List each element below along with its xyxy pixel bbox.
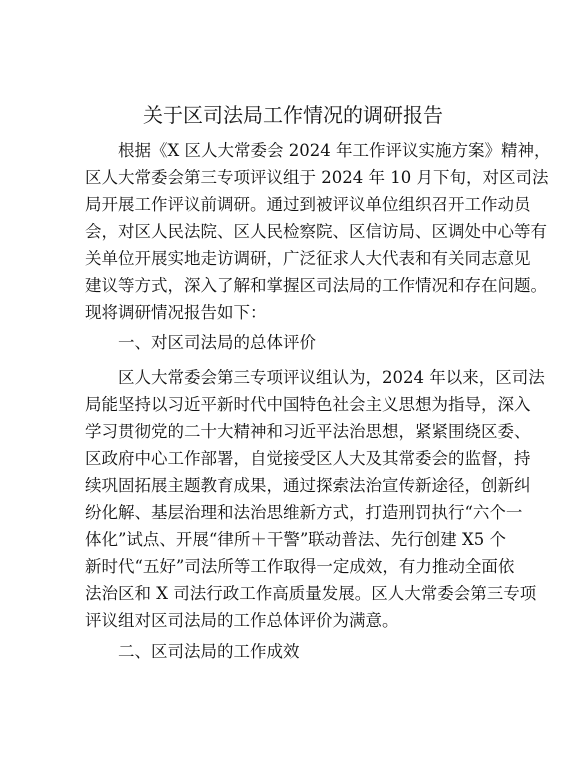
paragraph-line: 根据《X 区人大常委会 2024 年工作评议实施方案》精神， [118,141,551,160]
paragraph-line: 纷化解、基层治理和法治思维新方式，打造刑罚执行“六个一 [85,503,523,522]
paragraph-line: 区政府中心工作部署，自觉接受区人大及其常委会的监督，持 [85,449,531,468]
paragraph-line: 现将调研情况报告如下： [85,303,267,322]
paragraph-line: 局开展工作评议前调研。通过到被评议单位组织召开工作动员 [85,195,531,214]
paragraph-line: 学习贯彻党的二十大精神和习近平法治思想，紧紧围绕区委、 [85,422,531,441]
paragraph-line: 体化”试点、开展“律所＋干警”联动普法、先行创建 X5 个 [85,530,507,549]
section-heading-overall-evaluation: 一、对区司法局的总体评价 [118,333,316,352]
paragraph-line: 会，对区人民法院、区人民检察院、区信访局、区调处中心等有 [85,222,547,241]
paragraph-line: 局能坚持以习近平新时代中国特色社会主义思想为指导，深入 [85,395,531,414]
document-title: 关于区司法局工作情况的调研报告 [143,103,443,127]
paragraph-line: 评议组对区司法局的工作总体评价为满意。 [85,611,399,630]
paragraph-line: 关单位开展实地走访调研，广泛征求人大代表和有关同志意见 [85,249,531,268]
paragraph-line: 法治区和 X 司法行政工作高质量发展。区人大常委会第三专项 [85,584,537,603]
paragraph-line: 区人大常委会第三专项评议组认为，2024 年以来，区司法 [118,368,545,387]
paragraph-line: 区人大常委会第三专项评议组于 2024 年 10 月下旬，对区司法 [85,168,549,187]
section-heading-work-results: 二、区司法局的工作成效 [118,642,300,661]
paragraph-line: 续巩固拓展主题教育成果，通过探索法治宣传新途径，创新纠 [85,476,531,495]
paragraph-line: 建议等方式，深入了解和掌握区司法局的工作情况和存在问题。 [85,276,547,295]
paragraph-overall-evaluation [85,364,545,634]
paragraph-intro [85,137,551,326]
paragraph-line: 新时代“五好”司法所等工作取得一定成效，有力推动全面依 [85,557,515,576]
